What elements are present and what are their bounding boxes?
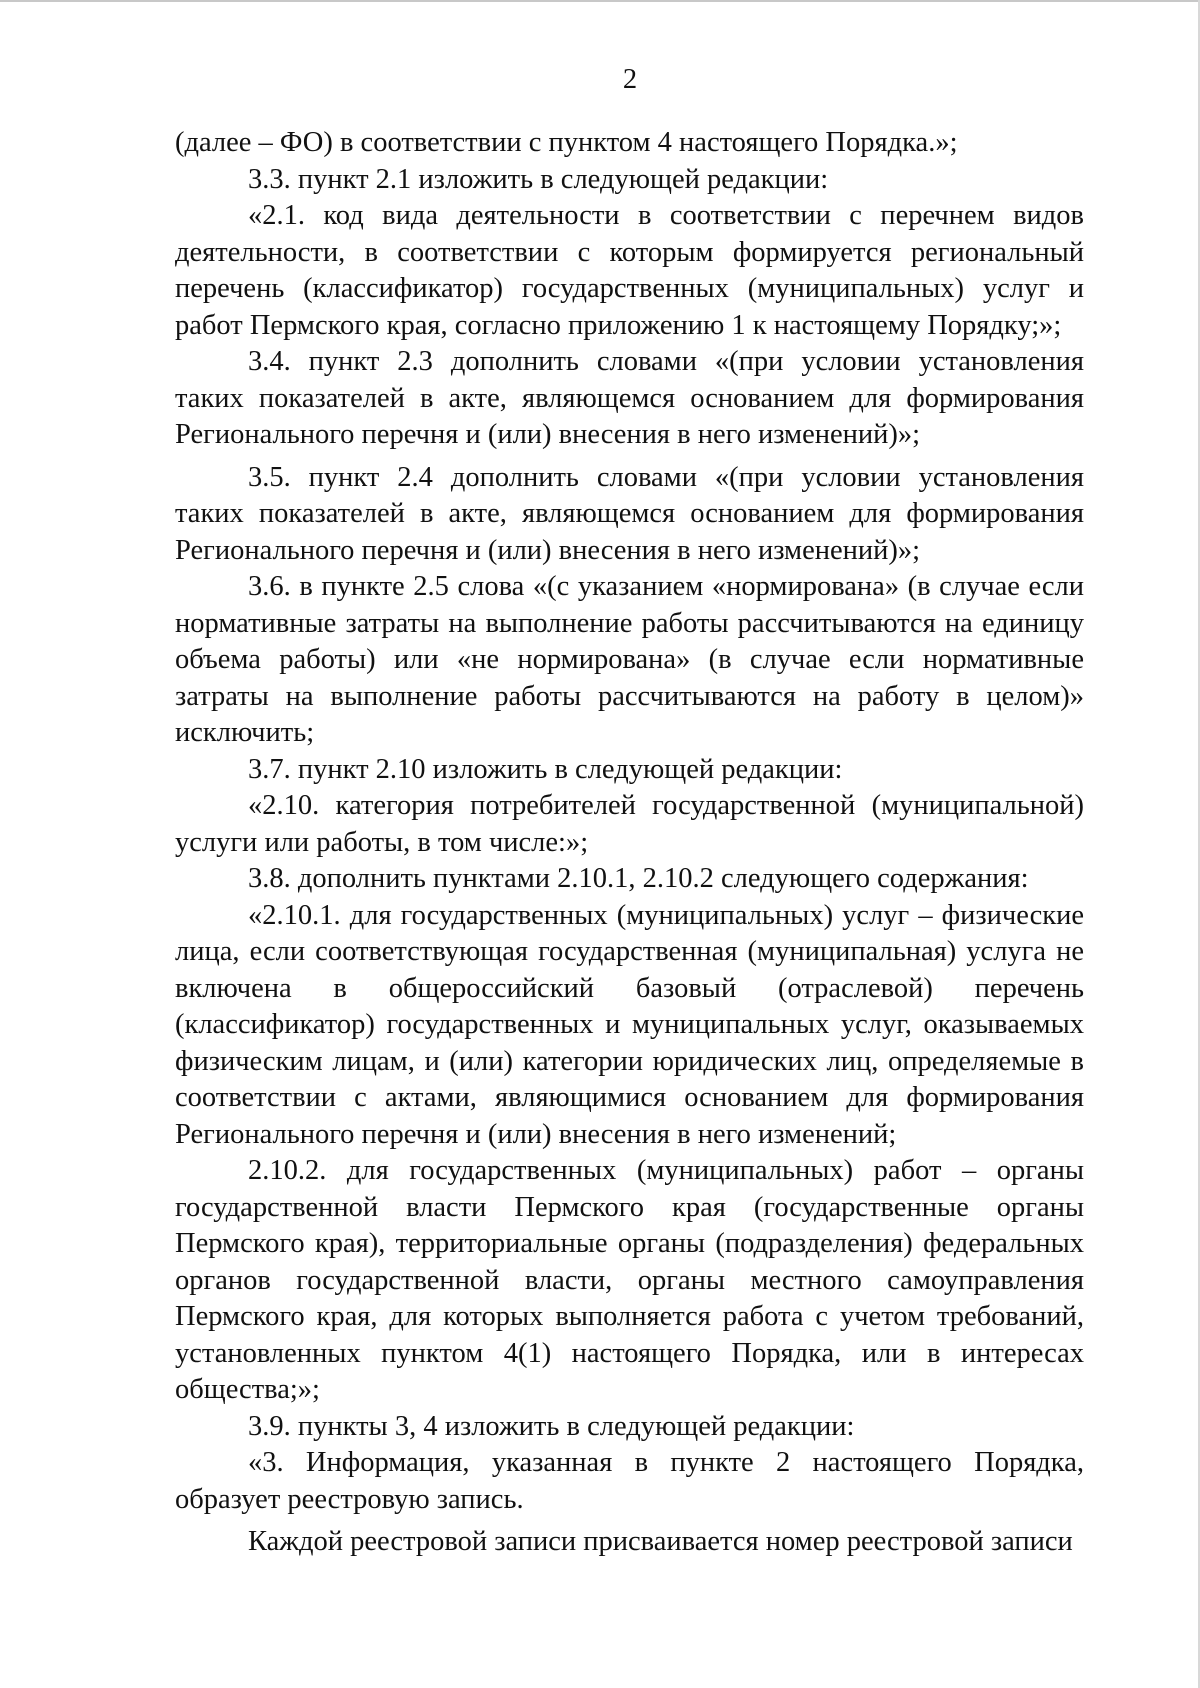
paragraph-3-4: 3.4. пункт 2.3 дополнить словами «(при условии установления таких показателей в акте, являющемся основанием для формирования Регионального перечня и (или) внесения в него изменений)»; (175, 346, 1084, 450)
paragraph-continuation: (далее – ФО) в соответствии с пунктом 4 настоящего Порядка.»; (175, 127, 958, 158)
paragraph-3-quote: «3. Информация, указанная в пункте 2 настоящего Порядка, образует реестровую запись. (175, 1447, 1084, 1515)
paragraph-3-6: 3.6. в пункте 2.5 слова «(с указанием «нормирована» (в случае если нормативные затраты на выполнение работы рассчитываются на единицу объема работы) или «не нормирована» (в случае если нормативные затраты на выполнение работы рассчитываются на работу в целом)» исключить; (175, 571, 1084, 748)
paragraph-3-5: 3.5. пункт 2.4 дополнить словами «(при условии установления таких показателей в акте, являющемся основанием для формирования Регионального перечня и (или) внесения в него изменений)»; (175, 461, 1084, 566)
paragraph-2-1-quote: «2.1. код вида деятельности в соответствии с перечнем видов деятельности, в соответствии с которым формируется региональный перечень (классификатор) государственных (муниципальных) услуг и работ Пермского края, согласно приложению 1 к настоящему Порядку;»; (175, 200, 1084, 341)
paragraph-registry-number: Каждой реестровой записи присваивается номер реестровой записи (248, 1526, 1073, 1557)
paragraph-3-9: 3.9. пункты 3, 4 изложить в следующей редакции: (248, 1410, 855, 1442)
page-number: 2 (622, 64, 638, 95)
document-body (175, 125, 1084, 1561)
paragraph-2-10-1-quote: «2.10.1. для государственных (муниципальных) услуг – физические лица, если соответствующая государственная (муниципальная) услуга не включена в общероссийский базовый (отраслевой) перечень (классификатор) государственных и муниципальных услуг, оказываемых физическим лицам, и (или) категории юридических лиц, определяемые в соответствии с актами, являющимися основанием для формирования Регионального перечня и (или) внесения в него изменений; (175, 899, 1084, 1150)
paragraph-3-8: 3.8. дополнить пунктами 2.10.1, 2.10.2 следующего содержания: (248, 863, 1029, 894)
page-top-edge (0, 0, 1200, 2)
paragraph-3-7: 3.7. пункт 2.10 изложить в следующей редакции: (248, 753, 843, 785)
paragraph-2-10-2: 2.10.2. для государственных (муниципальных) работ – органы государственной власти Пермского края (государственные органы Пермского края), территориальные органы (подразделения) федеральных органов государственной власти, органы местного самоуправления Пермского края, для которых выполняется работа с учетом требований, установленных пунктом 4(1) настоящего Порядка, или в интересах общества;»; (175, 1155, 1084, 1405)
paragraph-3-3: 3.3. пункт 2.1 изложить в следующей редакции: (248, 163, 829, 195)
paragraph-2-10-quote: «2.10. категория потребителей государственной (муниципальной) услуги или работы, в том числе:»; (175, 790, 1084, 858)
